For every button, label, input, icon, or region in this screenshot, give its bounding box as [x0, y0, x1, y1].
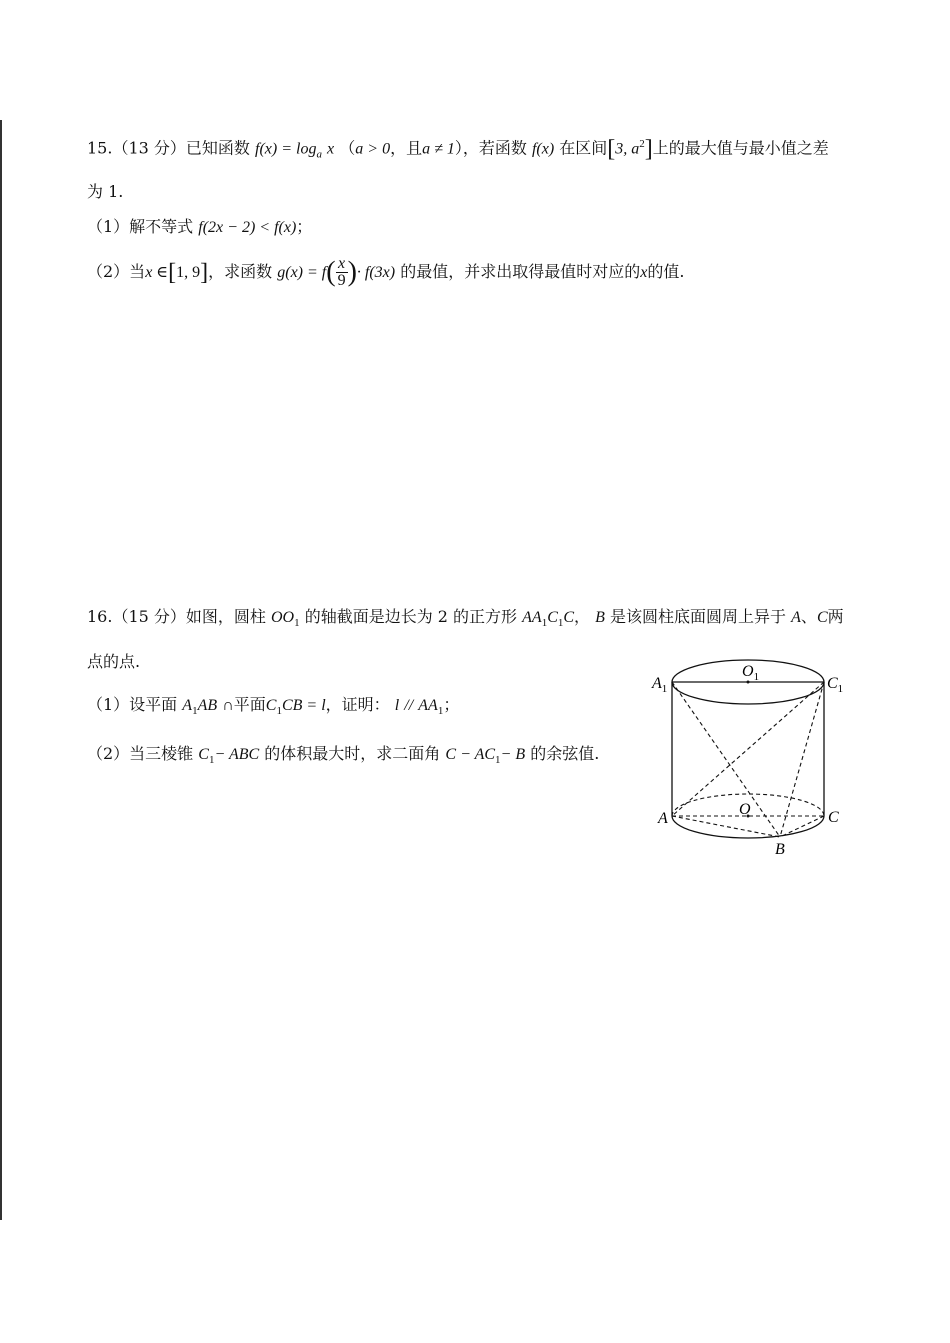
p15-part1-end: ；: [296, 217, 313, 236]
p16-header: 16.（15 分）如图，圆柱: [87, 607, 266, 626]
cylinder-figure: [650, 650, 860, 865]
p15-header: 15.（13 分）已知函数: [87, 138, 250, 158]
p16-angle-sub: 1: [495, 754, 501, 767]
p16-angle: C − AC: [445, 746, 496, 763]
p16-part2-end: 的余弦值.: [530, 744, 600, 763]
problem-15-part-2: （2）当x ∈[1, 9]，求函数 g(x) = f( $\frac{x}{9}$ )· f(3x) 的最值，并求出取得最值时对应的x的值.: [87, 255, 685, 289]
edge-c-b: [780, 816, 824, 837]
p15-part2-f3x: · f(3x): [356, 264, 396, 281]
p16-sep: 、: [800, 607, 817, 626]
label-c1: $C_1$: [827, 675, 844, 695]
problem-15-line-1: 15.（13 分）已知函数 $f(x) = \log_a x$ （a > 0，且a ≠ 1），若函数 f(x) 在区间[3, $a^2$]上的最大值与最小值之差: [87, 135, 829, 162]
p16-square-sub2: 1: [557, 617, 564, 630]
p16-aa-sub: 1: [437, 705, 444, 718]
p16-plane2-sub: 1: [276, 705, 282, 718]
cylinder-figure-svg: [650, 650, 860, 865]
p16-aa: AA: [418, 697, 438, 714]
p15-part2-x2: x: [640, 264, 648, 281]
p16-mid2: ，: [574, 607, 591, 626]
p15-part2-mid: ，求函数: [208, 262, 273, 281]
edge-a1-b: [672, 682, 780, 837]
p16-a: A: [791, 609, 801, 626]
p15-fx2: f(x): [531, 140, 555, 158]
p16-plane2-label: 平面: [233, 695, 266, 714]
p16-square-end: C: [563, 609, 575, 626]
problem-16-part-1: [87, 693, 459, 723]
label-c: C: [828, 809, 839, 826]
p16-oo1: OO: [271, 609, 295, 626]
p16-oo1-sub: 1: [294, 617, 300, 630]
p16-part1-label: （1）设平面: [87, 695, 178, 714]
p16-plane2-tail: CB = l: [281, 697, 326, 714]
bottom-ellipse-front: [672, 816, 824, 838]
p15-tail: 上的最大值与最小值之差: [652, 138, 829, 158]
p16-c: C: [816, 609, 828, 626]
p16-c1-sub: 1: [208, 754, 215, 767]
label-a: A: [658, 810, 668, 827]
p15-part2-label: （2）当: [87, 262, 146, 281]
problem-16-line-1: [87, 605, 844, 635]
p15-frac-num: x: [336, 256, 348, 273]
edge-c1-b: [780, 682, 824, 837]
p16-angle-tail: − B: [500, 746, 526, 763]
p15-fx: f(x) = log: [255, 140, 317, 158]
p16-part1-end: ；: [443, 695, 460, 714]
problem-15-line-2: 为 1.: [87, 182, 124, 201]
p16-mid4: 两: [827, 607, 844, 626]
p15-cond-a: a > 0: [355, 140, 391, 158]
p16-plane1-sub: 1: [192, 705, 198, 718]
edge-a-b: [672, 816, 780, 837]
p16-square-c: C: [547, 609, 558, 626]
p15-interval-sup: 2: [639, 138, 645, 150]
p15-part2-interval: 1, 9: [176, 264, 201, 281]
p15-fx-sub: a: [316, 148, 322, 161]
p16-prove: ，证明：: [325, 695, 390, 714]
edge-c1-a: [672, 682, 824, 816]
problem-15-part-1: [87, 215, 312, 240]
p15-cond-close: ），若函数: [454, 138, 527, 158]
p15-part2-tail1: 的最值，并求出取得最值时对应的: [400, 262, 641, 281]
p15-cond-b: a ≠ 1: [422, 140, 455, 158]
p16-part2-mid: 的体积最大时，求二面角: [264, 744, 441, 763]
p15-cond-mid: ，且: [390, 138, 423, 158]
p16-c1-tail: − ABC: [214, 746, 260, 763]
problem-16-part-2: [87, 742, 599, 772]
label-o1: $O_1$: [742, 663, 760, 683]
p16-cap: ∩: [222, 697, 234, 714]
p15-part1-expr: f(2x − 2) < f(x): [198, 219, 297, 236]
label-o: O: [739, 801, 751, 818]
p15-cond-open: （: [339, 138, 356, 158]
p15-part2-g: g(x) = f: [277, 264, 327, 281]
p16-c1: C: [198, 746, 209, 763]
label-a1: $A_1$: [652, 675, 668, 695]
p16-square: AA: [522, 609, 542, 626]
p15-part2-x: x ∈: [145, 264, 169, 281]
p16-plane2: C: [265, 697, 277, 714]
p16-b: B: [595, 609, 605, 626]
point-o1: [747, 681, 750, 684]
p16-plane1-tail: AB: [197, 697, 218, 714]
p15-fraction: [336, 256, 348, 289]
label-b: B: [775, 841, 785, 858]
p16-square-sub1: 1: [541, 617, 548, 630]
p16-part2-label: （2）当三棱锥: [87, 744, 194, 763]
p16-mid3: 是该圆柱底面圆周上异于: [610, 607, 787, 626]
left-margin-rule: [0, 120, 2, 1220]
p15-interval: 3, a: [615, 140, 640, 158]
problem-16-line-2: 点的点.: [87, 652, 141, 671]
p16-par: //: [404, 697, 414, 714]
p16-mid1: 的轴截面是边长为 2 的正方形: [304, 607, 518, 626]
p15-fx-tail: x: [327, 140, 335, 158]
p15-in-interval: 在区间: [559, 138, 608, 158]
p16-plane1: A: [182, 697, 193, 714]
p15-frac-den: 9: [337, 272, 346, 289]
p15-part1-label: （1）解不等式: [87, 217, 194, 236]
p16-l: l: [394, 697, 400, 714]
p15-part2-tail2: 的值.: [647, 262, 685, 281]
